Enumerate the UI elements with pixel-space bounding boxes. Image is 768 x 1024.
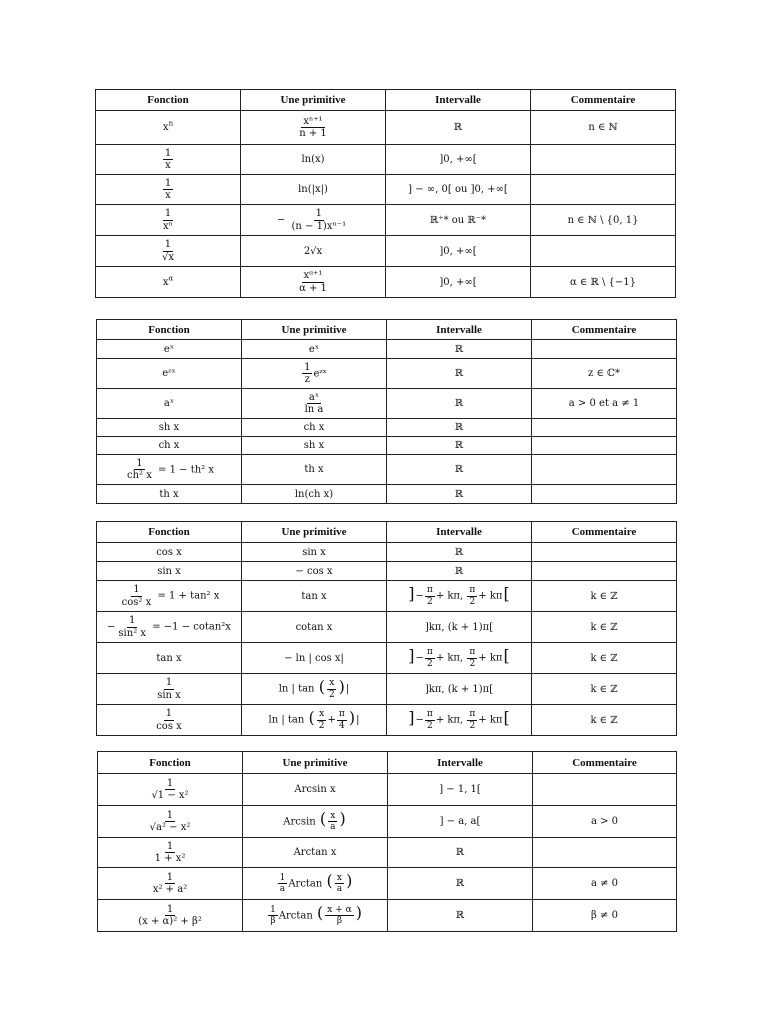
cell-commentaire [532, 340, 677, 359]
fraction: $\frac{1}{\text{(n − 1)xⁿ⁻¹}}$ [291, 208, 347, 232]
cell-intervalle: ]kπ, (k + 1)π[ [387, 674, 532, 705]
cell-intervalle: ]kπ, (k + 1)π[ [387, 612, 532, 643]
cell-fonction [96, 175, 241, 205]
table-row [96, 267, 676, 298]
fraction: $\frac{x}{2}$ [328, 678, 335, 700]
cell-primitive: ch x [242, 419, 387, 437]
cell-fonction: eᶻˣ [97, 359, 242, 389]
header-commentaire: Commentaire [531, 90, 676, 111]
cell-commentaire: k ∈ ℤ [532, 705, 677, 736]
fraction: $\frac{\text{xⁿ⁺¹}}{n + 1}$ [299, 115, 327, 139]
cell-intervalle: ℝ [387, 485, 532, 504]
table-row [97, 581, 677, 612]
header-primitive: Une primitive [241, 90, 386, 111]
cell-commentaire [531, 145, 676, 175]
cell-fonction: aˣ [97, 389, 242, 419]
header-fonction: Fonction [97, 522, 242, 543]
cell-commentaire [532, 455, 677, 485]
cell-intervalle: ]− $\frac{\pi}{2}$ + kπ, $\frac{\pi}{2}$ + kπ[ [387, 705, 532, 736]
cell-primitive: ln(x) [241, 145, 386, 175]
header-intervalle: Intervalle [387, 320, 532, 340]
fraction: $\frac{x}{2}$ [318, 709, 325, 731]
cell-intervalle: ]0, +∞[ [386, 267, 531, 298]
cell-fonction [98, 900, 243, 932]
fraction: $\frac{\pi}{2}$ [426, 647, 433, 669]
fraction: $\frac{1}{\text{x² + a²}}$ [152, 871, 188, 895]
cell-intervalle: ℝ [388, 838, 533, 868]
cell-commentaire: n ∈ ℕ \ {0, 1} [531, 205, 676, 236]
header-commentaire: Commentaire [533, 752, 677, 774]
table-row [98, 900, 677, 932]
cell-primitive: $\frac{1}{z}$ eᶻˣ [242, 359, 387, 389]
cell-fonction: tan x [97, 643, 242, 674]
cell-primitive: ln | tan ( $\frac{x}{2}$ + $\frac{\pi}{4}$ )| [242, 705, 387, 736]
cell-commentaire [533, 774, 677, 806]
table-row [97, 419, 677, 437]
fraction: $\frac{1}{\text{cos x}}$ [156, 708, 182, 732]
header-fonction: Fonction [98, 752, 243, 774]
fraction: $\frac{\text{xᵅ⁺¹}}{\alpha + 1}$ [299, 270, 327, 294]
cell-commentaire: k ∈ ℤ [532, 674, 677, 705]
table-row [98, 806, 677, 838]
fraction: $\frac{\pi}{2}$ [469, 709, 476, 731]
cell-intervalle: ℝ [388, 868, 533, 900]
cell-primitive: cotan x [242, 612, 387, 643]
cell-fonction [96, 205, 241, 236]
header-primitive: Une primitive [242, 522, 387, 543]
fraction: $\frac{1}{\text{ch² x}}$ [126, 457, 152, 481]
fraction: $\frac{x + \alpha}{\beta}$ [327, 904, 352, 926]
cell-commentaire [531, 175, 676, 205]
cell-fonction: $x^\alpha$ [96, 267, 241, 298]
cell-fonction: cos x [97, 543, 242, 562]
cell-primitive: sin x [242, 543, 387, 562]
table-header-row [97, 522, 677, 543]
fraction: $\frac{\pi}{2}$ [469, 647, 476, 669]
cell-primitive: ln(ch x) [242, 485, 387, 504]
header-intervalle: Intervalle [387, 522, 532, 543]
header-fonction: Fonction [96, 90, 241, 111]
cell-fonction [96, 145, 241, 175]
cell-intervalle: ] − ∞, 0[ ou ]0, +∞[ [386, 175, 531, 205]
cell-intervalle: ] − 1, 1[ [388, 774, 533, 806]
primitives-table-power [95, 89, 676, 298]
table-row [97, 674, 677, 705]
cell-intervalle: ℝ [387, 543, 532, 562]
fraction: $\frac{1}{\text{√a² − x²}}$ [149, 809, 191, 833]
cell-commentaire: k ∈ ℤ [532, 581, 677, 612]
cell-intervalle: ] − a, a[ [388, 806, 533, 838]
fraction: $\frac{1}{z}$ [304, 361, 311, 385]
table-row [97, 562, 677, 581]
cell-fonction: ch x [97, 437, 242, 455]
table-header-row [97, 320, 677, 340]
fraction: $\frac{1}{x}$ [164, 147, 172, 171]
table-row [96, 236, 676, 267]
cell-commentaire [532, 562, 677, 581]
cell-intervalle: ℝ [386, 111, 531, 145]
cell-intervalle: ]− $\frac{\pi}{2}$ + kπ, $\frac{\pi}{2}$ + kπ[ [387, 643, 532, 674]
cell-commentaire: k ∈ ℤ [532, 643, 677, 674]
cell-primitive: $\frac{1}{\beta}$ Arctan ( $\frac{x + \alpha}{\beta}$ ) [243, 900, 388, 932]
cell-fonction [98, 838, 243, 868]
header-intervalle: Intervalle [388, 752, 533, 774]
cell-primitive: ln | tan ( $\frac{x}{2}$ )| [242, 674, 387, 705]
table-row [98, 838, 677, 868]
table-row [98, 774, 677, 806]
cell-intervalle: ℝ [387, 419, 532, 437]
fraction: $\frac{1}{\text{(x + α)² + β²}}$ [138, 903, 202, 927]
cell-intervalle: ℝ [387, 359, 532, 389]
cell-primitive: − cos x [242, 562, 387, 581]
cell-intervalle: ℝ [387, 340, 532, 359]
cell-fonction: eˣ [97, 340, 242, 359]
cell-fonction: $\frac{1}{\text{ch² x}}$ = 1 − th² x [97, 455, 242, 485]
cell-intervalle: ℝ⁺* ou ℝ⁻* [386, 205, 531, 236]
header-primitive: Une primitive [242, 320, 387, 340]
table-row [97, 389, 677, 419]
cell-fonction: − $\frac{1}{\text{sin² x}}$ = −1 − cotan²x [97, 612, 242, 643]
table-row [96, 111, 676, 145]
cell-commentaire [532, 419, 677, 437]
cell-intervalle: ]0, +∞[ [386, 145, 531, 175]
fraction: $\frac{x}{a}$ [330, 810, 336, 832]
table-row [96, 175, 676, 205]
cell-fonction [98, 774, 243, 806]
table-header-row [98, 752, 677, 774]
cell-fonction: $\frac{1}{\text{cos² x}}$ = 1 + tan² x [97, 581, 242, 612]
fraction: $\frac{1}{x}$ [164, 177, 172, 201]
fraction: $\frac{\pi}{2}$ [469, 585, 476, 607]
cell-intervalle: ℝ [387, 562, 532, 581]
cell-intervalle: ]− $\frac{\pi}{2}$ + kπ, $\frac{\pi}{2}$ + kπ[ [387, 581, 532, 612]
fraction: $\frac{1}{\text{cos² x}}$ [121, 584, 152, 608]
cell-fonction: sh x [97, 419, 242, 437]
cell-commentaire: a ≠ 0 [533, 868, 677, 900]
header-primitive: Une primitive [243, 752, 388, 774]
cell-fonction [97, 674, 242, 705]
cell-commentaire: n ∈ ℕ [531, 111, 676, 145]
table-row [97, 437, 677, 455]
fraction: $\frac{\text{aˣ}}{\text{ln a}}$ [304, 391, 324, 415]
cell-commentaire [532, 543, 677, 562]
cell-fonction: th x [97, 485, 242, 504]
fraction: $\frac{1}{\text{sin x}}$ [157, 677, 181, 701]
cell-primitive: Arctan x [243, 838, 388, 868]
cell-fonction [98, 868, 243, 900]
header-commentaire: Commentaire [532, 522, 677, 543]
table-row [97, 543, 677, 562]
fraction: $\frac{1}{\text{√1 − x²}}$ [151, 777, 189, 801]
cell-intervalle: ℝ [388, 900, 533, 932]
table-row [97, 705, 677, 736]
cell-primitive: − ln | cos x| [242, 643, 387, 674]
cell-primitive [241, 267, 386, 298]
header-intervalle: Intervalle [386, 90, 531, 111]
table-row [96, 205, 676, 236]
cell-primitive: − $\frac{1}{\text{(n − 1)xⁿ⁻¹}}$ [241, 205, 386, 236]
cell-fonction: $x^n$ [96, 111, 241, 145]
fraction: $\frac{\pi}{2}$ [426, 585, 433, 607]
cell-primitive: sh x [242, 437, 387, 455]
cell-fonction: sin x [97, 562, 242, 581]
cell-commentaire: a > 0 [533, 806, 677, 838]
primitives-table-inverse-trig [97, 751, 677, 932]
fraction: $\frac{\pi}{4}$ [338, 709, 345, 731]
cell-primitive [241, 111, 386, 145]
cell-commentaire [532, 485, 677, 504]
cell-commentaire: k ∈ ℤ [532, 612, 677, 643]
fraction: $\frac{1}{\text{sin² x}}$ [118, 615, 147, 639]
cell-commentaire: z ∈ ℂ* [532, 359, 677, 389]
cell-primitive: 2√x [241, 236, 386, 267]
cell-primitive: eˣ [242, 340, 387, 359]
fraction: $\frac{x}{a}$ [336, 872, 343, 894]
cell-fonction [97, 705, 242, 736]
fraction: $\frac{1}{\text{1 + x²}}$ [154, 840, 186, 864]
fraction: $\frac{1}{a}$ [279, 872, 286, 894]
cell-intervalle: ]0, +∞[ [386, 236, 531, 267]
cell-fonction [96, 236, 241, 267]
table-row [97, 485, 677, 504]
cell-primitive: ln(|x|) [241, 175, 386, 205]
table-row [97, 340, 677, 359]
header-fonction: Fonction [97, 320, 242, 340]
cell-primitive [242, 389, 387, 419]
cell-intervalle: ℝ [387, 455, 532, 485]
cell-commentaire [533, 838, 677, 868]
cell-primitive: Arcsin x [243, 774, 388, 806]
header-commentaire: Commentaire [532, 320, 677, 340]
table-row [96, 145, 676, 175]
cell-intervalle: ℝ [387, 389, 532, 419]
cell-fonction [98, 806, 243, 838]
fraction: $\frac{1}{\text{xⁿ}}$ [163, 208, 173, 232]
cell-commentaire: β ≠ 0 [533, 900, 677, 932]
fraction: $\frac{\pi}{2}$ [426, 709, 433, 731]
cell-commentaire [531, 236, 676, 267]
table-row [97, 612, 677, 643]
fraction: $\frac{1}{\beta}$ [270, 904, 276, 926]
cell-commentaire: a > 0 et a ≠ 1 [532, 389, 677, 419]
cell-intervalle: ℝ [387, 437, 532, 455]
table-row [97, 455, 677, 485]
table-header-row [96, 90, 676, 111]
table-row [97, 643, 677, 674]
cell-primitive: tan x [242, 581, 387, 612]
fraction: $\frac{1}{√x}$ [161, 239, 174, 263]
cell-commentaire: α ∈ ℝ \ {−1} [531, 267, 676, 298]
primitives-table-trigonometric [96, 521, 677, 736]
cell-commentaire [532, 437, 677, 455]
cell-primitive: th x [242, 455, 387, 485]
table-row [97, 359, 677, 389]
cell-primitive: $\frac{1}{a}$ Arctan ( $\frac{x}{a}$ ) [243, 868, 388, 900]
primitives-table-exponential [96, 319, 677, 504]
table-row [98, 868, 677, 900]
cell-primitive: Arcsin ( $\frac{x}{a}$ ) [243, 806, 388, 838]
